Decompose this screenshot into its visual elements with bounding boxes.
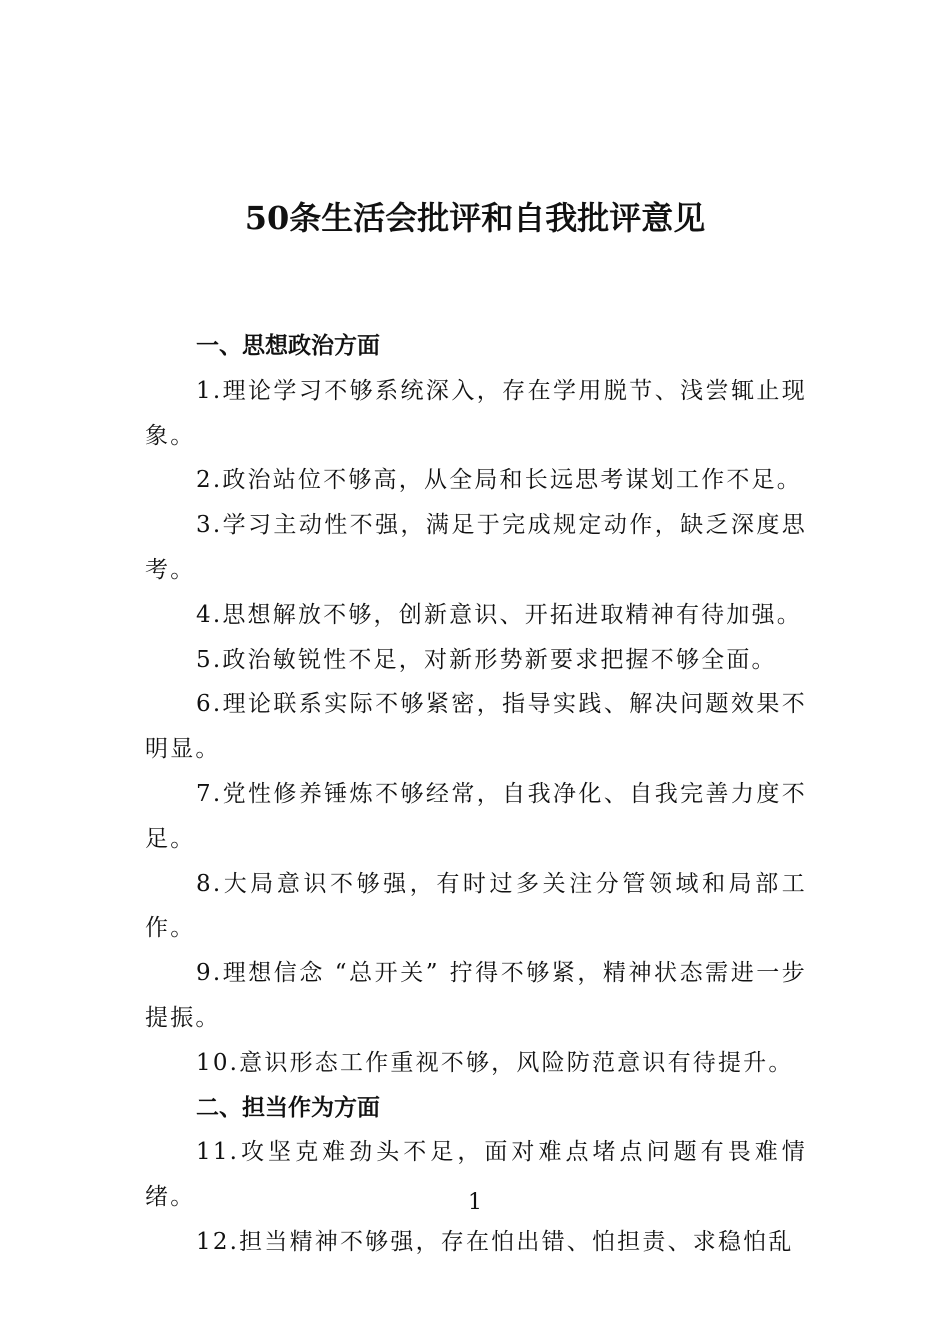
list-item: 10.意识形态工作重视不够，风险防范意识有待提升。: [196, 1049, 794, 1076]
list-item: 1.理论学习不够系统深入，存在学用脱节、浅尝辄止现象。: [145, 377, 807, 449]
list-item: 8.大局意识不够强，有时过多关注分管领域和局部工作。: [145, 870, 807, 942]
list-item: 9.理想信念 “总开关” 拧得不够紧，精神状态需进一步提振。: [145, 960, 807, 1031]
page-number: 1: [468, 1190, 482, 1215]
list-item: 12.担当精神不够强，存在怕出错、怕担责、求稳怕乱: [196, 1228, 794, 1255]
list-item: 5.政治敏锐性不足，对新形势新要求把握不够全面。: [196, 646, 777, 673]
section-heading: 一、思想政治方面: [196, 333, 380, 359]
list-item: 3.学习主动性不强，满足于完成规定动作，缺乏深度思考。: [145, 512, 807, 583]
list-item: 7.党性修养锤炼不够经常，自我净化、自我完善力度不足。: [145, 780, 807, 852]
list-item: 6.理论联系实际不够紧密，指导实践、解决问题效果不明显。: [145, 691, 807, 763]
section-heading: 二、担当作为方面: [196, 1094, 380, 1121]
list-item: 2.政治站位不够高，从全局和长远思考谋划工作不足。: [196, 467, 802, 494]
list-item: 4.思想解放不够，创新意识、开拓进取精神有待加强。: [196, 601, 802, 628]
document-title: 50条生活会批评和自我批评意见: [244, 199, 706, 237]
list-item: 11.攻坚克难劲头不足，面对难点堵点问题有畏难情绪。: [145, 1139, 807, 1211]
document-body: [145, 324, 807, 1265]
